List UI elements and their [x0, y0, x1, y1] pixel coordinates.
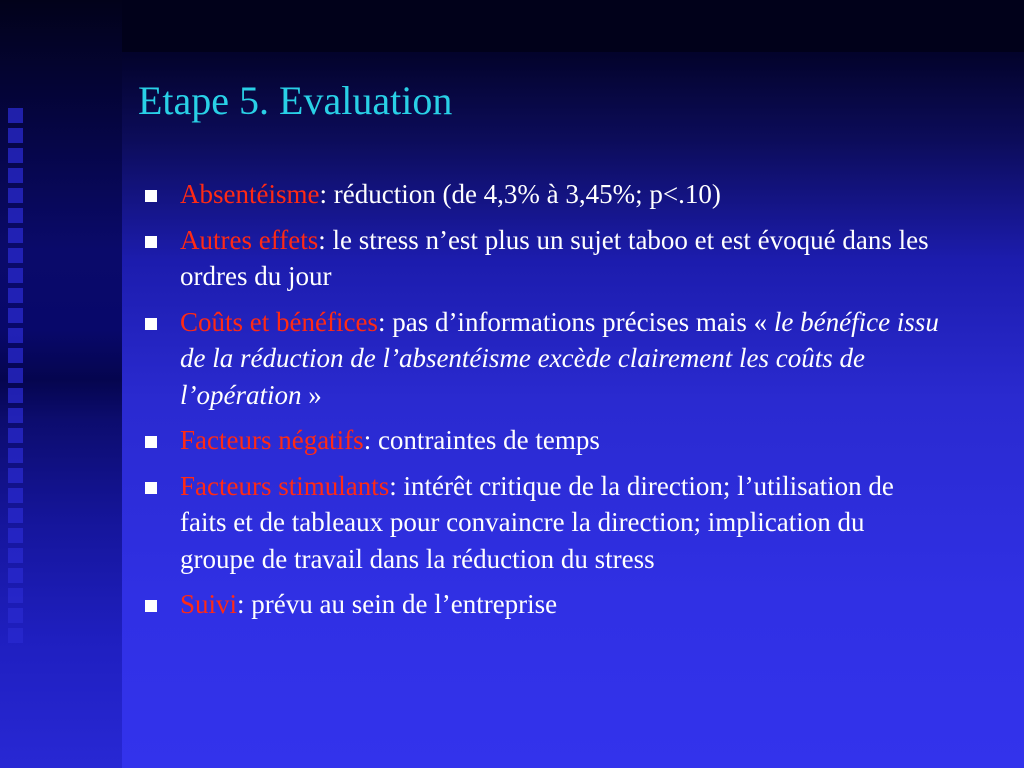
bullet-costs-benefits: [145, 304, 945, 414]
bullet-stimulating-factors: [145, 468, 945, 578]
bullet-text: : prévu au sein de l’entreprise: [237, 589, 558, 619]
bullet-text: : intérêt critique de la direction; l’utilisation de faits et de tableaux pour convaincre la direction; implication du groupe de travail dans la réduction du stress: [180, 470, 894, 574]
bullet-label: Absentéisme: [180, 179, 320, 209]
square-bullet-icon: [145, 318, 157, 330]
bullet-label: Facteurs stimulants: [180, 470, 390, 501]
bullet-text: : réduction (de 4,3% à 3,45%; p<.10): [319, 179, 721, 209]
bullet-negative-factors: [145, 422, 945, 459]
bullet-text-end: »: [301, 379, 322, 410]
square-bullet-icon: [145, 600, 157, 612]
bullet-label: Autres effets: [180, 224, 319, 255]
bullet-follow-up: [145, 586, 945, 623]
bullet-text: : pas d’informations précises mais «: [377, 306, 774, 337]
square-bullet-icon: [145, 482, 157, 494]
bullet-text: : contraintes de temps: [363, 425, 600, 455]
square-bullet-icon: [145, 236, 157, 248]
slide-title: Etape 5. Evaluation: [138, 78, 453, 123]
bullet-text: : le stress n’est plus un sujet taboo et est évoqué dans les ordres du jour: [180, 224, 929, 291]
bullet-label: Coûts et bénéfices: [180, 306, 378, 337]
decorative-squares: [8, 108, 24, 648]
bullet-label: Facteurs négatifs: [180, 425, 364, 455]
bullet-quote: le bénéfice issu de la réduction de l’absentéisme excède clairement les coûts de l’opération: [180, 306, 939, 410]
bullet-other-effects: [145, 222, 945, 295]
left-decorative-band: [0, 0, 122, 768]
top-dark-bar: [122, 0, 1024, 52]
bullet-absenteeism: [145, 176, 945, 213]
bullet-list: [145, 176, 945, 632]
bullet-label: Suivi: [180, 589, 238, 619]
square-bullet-icon: [145, 190, 157, 202]
square-bullet-icon: [145, 436, 157, 448]
